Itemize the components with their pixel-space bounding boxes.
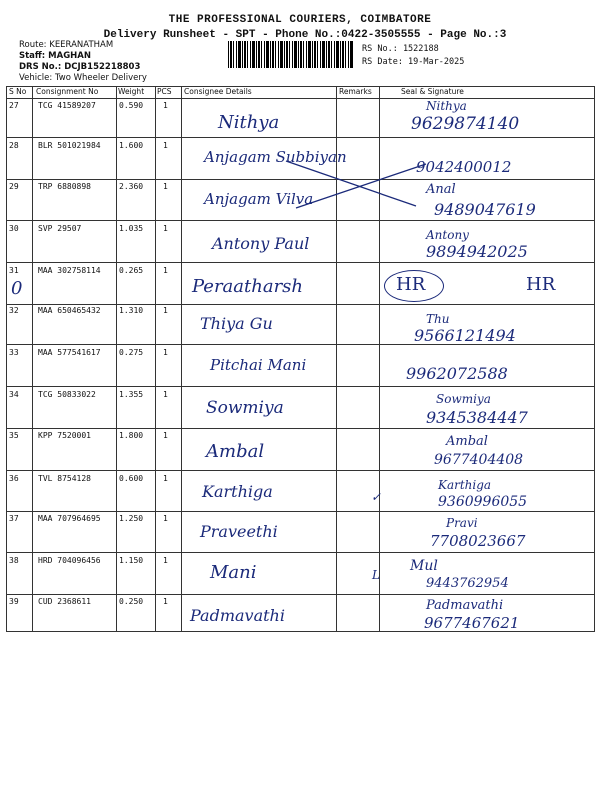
row-consignment: TVL 8754128 (38, 474, 91, 483)
col-divider (181, 86, 182, 632)
row-weight: 1.600 (119, 141, 144, 150)
consignee-name: Peraatharsh (192, 276, 304, 297)
circled-zero-mark: 0 (11, 278, 23, 299)
row-consignment: KPP 7520001 (38, 431, 91, 440)
row-divider (6, 304, 595, 305)
row-weight: 0.250 (119, 597, 144, 606)
row-consignment: BLR 501021984 (38, 141, 101, 150)
route-label: Route: KEERANATHAM (19, 40, 114, 50)
row-weight: 0.600 (119, 474, 144, 483)
row-sno: 39 (9, 597, 19, 606)
signature: Karthiga (438, 478, 492, 492)
drs-label: DRS No.: DCJB152218803 (19, 62, 141, 72)
row-pcs: 1 (163, 182, 168, 191)
header-consignment: Consignment No (36, 87, 99, 96)
row-weight: 0.590 (119, 101, 144, 110)
row-sno: 34 (9, 390, 19, 399)
phone-number: 9042400012 (416, 158, 512, 176)
phone-number: 9677404408 (434, 452, 524, 468)
col-divider (32, 86, 33, 632)
row-consignment: TCG 41589207 (38, 101, 96, 110)
phone-number: 9894942025 (426, 242, 528, 261)
row-sno: 33 (9, 348, 19, 357)
row-pcs: 1 (163, 141, 168, 150)
row-sno: 35 (9, 431, 19, 440)
row-consignment: SVP 29507 (38, 224, 82, 233)
phone-number: 9345384447 (426, 408, 528, 427)
row-sno: 31 (9, 266, 19, 275)
row-consignment: MAA 302758114 (38, 266, 101, 275)
header-weight: Weight (118, 87, 145, 96)
signature: Mul (410, 558, 438, 574)
row-weight: 0.275 (119, 348, 144, 357)
signature: Antony (426, 228, 469, 242)
phone-number: 9962072588 (406, 364, 508, 383)
runsheet-title: Delivery Runsheet - SPT - Phone No.:0422-3505555 - Page No.:3 (103, 29, 507, 41)
row-sno: 29 (9, 182, 19, 191)
row-sno: 36 (9, 474, 19, 483)
signature: Padmavathi (426, 598, 504, 613)
row-weight: 2.360 (119, 182, 144, 191)
row-pcs: 1 (163, 348, 168, 357)
table-border-left (6, 86, 7, 632)
signature: Thu (426, 312, 450, 326)
rs-number: RS No.: 1522188 (362, 44, 439, 54)
consignee-name: Nithya (218, 112, 280, 133)
row-weight: 1.800 (119, 431, 144, 440)
consignee-name: Ambal (206, 441, 265, 462)
row-divider (6, 220, 595, 221)
header-divider (6, 98, 595, 99)
signature: Nithya (426, 99, 467, 113)
row-consignment: CUD 2368611 (38, 597, 91, 606)
row-sno: 27 (9, 101, 19, 110)
row-sno: 30 (9, 224, 19, 233)
company-title: THE PROFESSIONAL COURIERS, COIMBATORE (168, 14, 432, 26)
row-sno: 28 (9, 141, 19, 150)
row-consignment: TCG 50833022 (38, 390, 96, 399)
row-pcs: 1 (163, 597, 168, 606)
phone-number: 9443762954 (426, 576, 509, 591)
row-pcs: 1 (163, 224, 168, 233)
row-weight: 1.310 (119, 306, 144, 315)
row-divider (6, 594, 595, 595)
row-pcs: 1 (163, 101, 168, 110)
row-divider (6, 428, 595, 429)
table-border-right (594, 86, 595, 632)
signature: HR (396, 274, 426, 295)
rs-date: RS Date: 19-Mar-2025 (362, 57, 465, 67)
row-weight: 1.250 (119, 514, 144, 523)
header-pcs: PCS (157, 87, 172, 96)
row-sno: 32 (9, 306, 19, 315)
row-pcs: 1 (163, 514, 168, 523)
phone-number: 9360996055 (438, 494, 528, 510)
row-consignment: MAA 650465432 (38, 306, 101, 315)
row-divider (6, 470, 595, 471)
remark-mark: L (372, 568, 380, 582)
row-divider (6, 386, 595, 387)
header-consignee: Consignee Details (184, 87, 252, 96)
runsheet-table (6, 86, 595, 632)
cross-out-mark (276, 156, 436, 216)
phone-number: 9629874140 (411, 114, 520, 134)
row-weight: 1.355 (119, 390, 144, 399)
row-divider (6, 511, 595, 512)
row-pcs: 1 (163, 306, 168, 315)
row-pcs: 1 (163, 431, 168, 440)
phone-number: 9489047619 (434, 200, 536, 219)
col-divider (155, 86, 156, 632)
row-divider (6, 262, 595, 263)
remark-tick: ✓ (371, 490, 382, 504)
phone-number: 9677467621 (424, 614, 520, 632)
phone-number: 9566121494 (414, 326, 516, 345)
header-seal: Seal & Signature (401, 87, 464, 96)
row-sno: 37 (9, 514, 19, 523)
phone-number: 7708023667 (430, 532, 526, 550)
vehicle-label: Vehicle: Two Wheeler Delivery (19, 73, 147, 83)
row-consignment: TRP 6880898 (38, 182, 91, 191)
consignee-name: Pitchai Mani (210, 356, 307, 374)
consignee-name: Anjagam Subbiyan (204, 148, 347, 166)
consignee-name: Karthiga (202, 482, 273, 501)
row-weight: 1.150 (119, 556, 144, 565)
signature: Sowmiya (436, 392, 491, 406)
row-sno: 38 (9, 556, 19, 565)
consignee-name: Anjagam Vilva (204, 190, 314, 208)
staff-label: Staff: MAGHAN (19, 51, 91, 61)
row-weight: 0.265 (119, 266, 144, 275)
consignee-name: Padmavathi (190, 606, 285, 625)
row-pcs: 1 (163, 556, 168, 565)
signature: Anal (426, 182, 456, 197)
row-pcs: 1 (163, 474, 168, 483)
row-pcs: 1 (163, 390, 168, 399)
row-consignment: MAA 707964695 (38, 514, 101, 523)
consignee-name: Sowmiya (206, 398, 284, 418)
signature: Ambal (446, 434, 488, 449)
signature: Pravi (446, 516, 478, 530)
row-pcs: 1 (163, 266, 168, 275)
consignee-name: Praveethi (200, 522, 278, 541)
row-divider (6, 552, 595, 553)
phone-number: HR (526, 274, 556, 295)
col-divider (116, 86, 117, 632)
row-weight: 1.035 (119, 224, 144, 233)
consignee-name: Thiya Gu (200, 314, 273, 333)
barcode (228, 41, 353, 68)
row-consignment: HRD 704096456 (38, 556, 101, 565)
header-sno: S No (9, 87, 27, 96)
row-consignment: MAA 577541617 (38, 348, 101, 357)
row-divider (6, 137, 595, 138)
header-remarks: Remarks (339, 87, 372, 96)
consignee-name: Antony Paul (212, 234, 310, 253)
consignee-name: Mani (210, 562, 257, 583)
